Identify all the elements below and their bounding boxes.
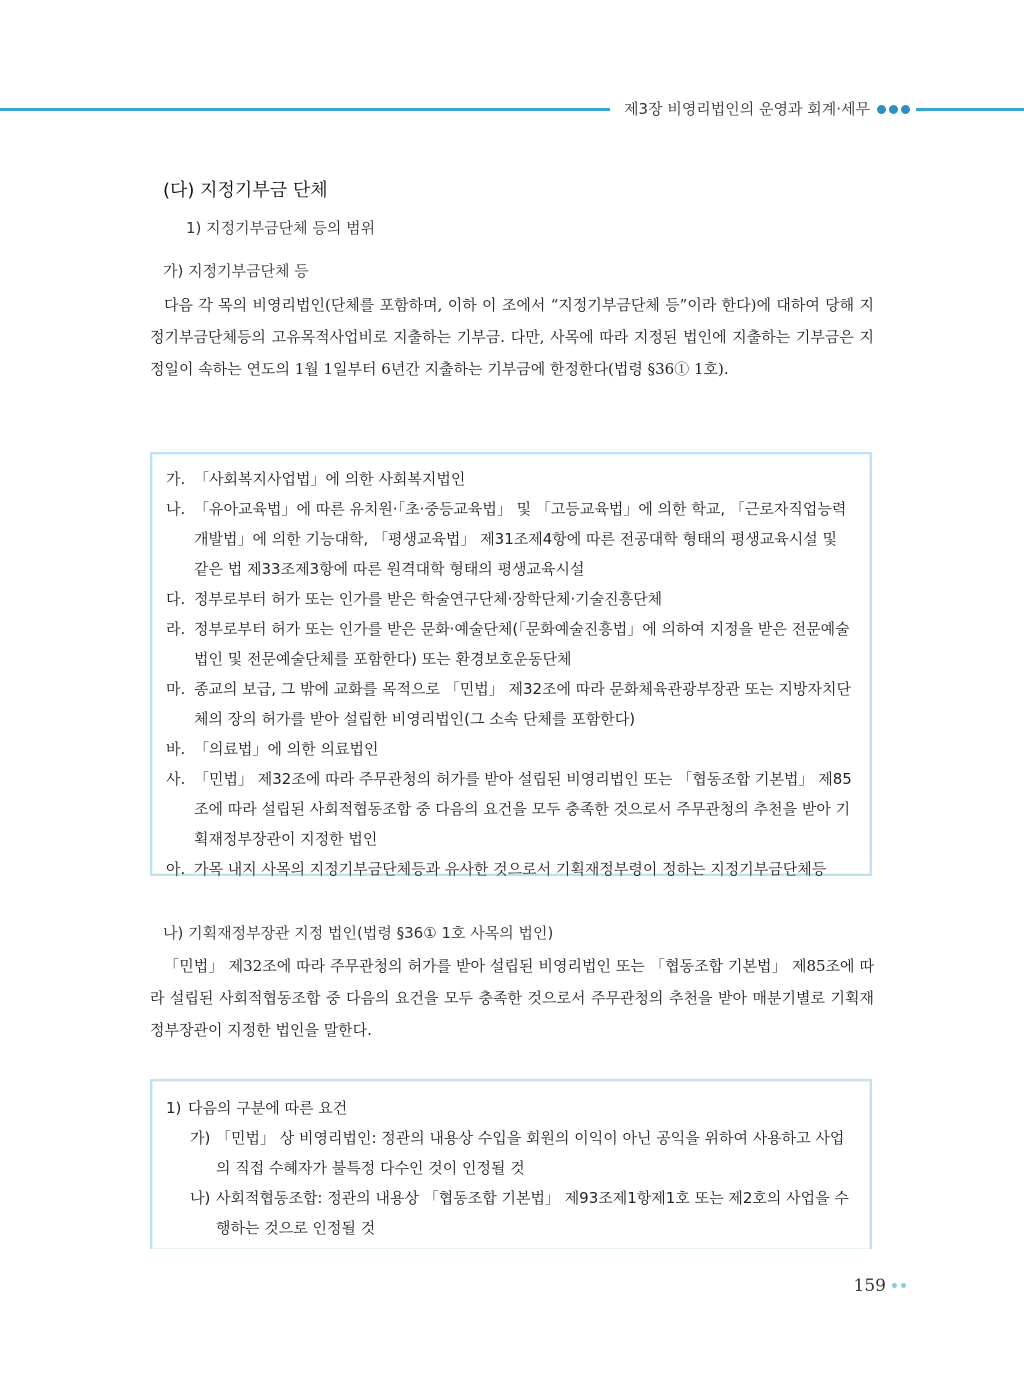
item-marker: 나. bbox=[166, 500, 186, 518]
list-item bbox=[166, 614, 856, 674]
item-marker: 다. bbox=[166, 590, 186, 608]
item-text: 종교의 보급, 그 밖에 교화를 목적으로 「민법」 제32조에 따라 문화체육관광부장관 또는 지방자치단체의 장의 허가를 받아 설립한 비영리법인(그 소속 단체를 포함한다) bbox=[194, 680, 851, 728]
item-text: 사회적협동조합: 정관의 내용상 「협동조합 기본법」 제93조제1항제1호 또는 제2호의 사업을 수행하는 것으로 인정될 것 bbox=[216, 1189, 849, 1237]
list-item bbox=[166, 1093, 856, 1123]
item-marker: 아. bbox=[166, 860, 186, 878]
subheading-minister-designated: 나) 기획재정부장관 지정 법인(법령 §36① 1호 사목의 법인) bbox=[163, 924, 554, 942]
list-item bbox=[166, 1123, 856, 1183]
item-text: 「사회복지사업법」에 의한 사회복지법인 bbox=[194, 470, 466, 488]
header-dots-ornament bbox=[871, 103, 916, 115]
item-text: 정부로부터 허가 또는 인가를 받은 문화·예술단체(「문화예술진흥법」에 의하여 지정을 받은 전문예술법인 및 전문예술단체를 포함한다) 또는 환경보호운동단체 bbox=[194, 620, 850, 668]
item-marker: 사. bbox=[166, 770, 186, 788]
body-paragraph-1: 다음 각 목의 비영리법인(단체를 포함하며, 이하 이 조에서 “지정기부금단체 등”이라 한다)에 대하여 당해 지정기부금단체등의 고유목적사업비로 지출하는 기부금. 다만, 사목에 따라 지정된 법인에 지출하는 기부금은 지정일이 속하는 연도의 1월 1일부터 6년간 지출하는 기부금에 한정한다(법령 §36① 1호). bbox=[150, 296, 874, 378]
item-marker: 가. bbox=[166, 470, 186, 488]
item-marker: 나) bbox=[190, 1189, 211, 1207]
list-item bbox=[166, 494, 856, 584]
subheading-range: 1) 지정기부금단체 등의 범위 bbox=[186, 219, 376, 237]
subheading-designated-orgs: 가) 지정기부금단체 등 bbox=[163, 262, 309, 280]
item-text: 「민법」 제32조에 따라 주무관청의 허가를 받아 설립된 비영리법인 또는 「협동조합 기본법」 제85조에 따라 설립된 사회적협동조합 중 다음의 요건을 모두 충족한 것으로서 주무관청의 추천을 받아 기획재정부장관이 지정한 법인 bbox=[194, 770, 852, 848]
list-item bbox=[166, 854, 856, 884]
item-marker: 마. bbox=[166, 680, 186, 698]
item-text: 「유아교육법」에 따른 유치원·「초·중등교육법」 및 「고등교육법」에 의한 학교, 「근로자직업능력 개발법」에 의한 기능대학, 「평생교육법」 제31조제4항에 따른 전공대학 형태의 평생교육시설 및 같은 법 제33조제3항에 따른 원격대학 형태의 평생교육시설 bbox=[194, 500, 847, 578]
statute-box-2 bbox=[150, 1079, 872, 1249]
list-item bbox=[166, 734, 856, 764]
item-text: 정부로부터 허가 또는 인가를 받은 학술연구단체·장학단체·기술진흥단체 bbox=[194, 590, 663, 608]
item-text: 가목 내지 사목의 지정기부금단체등과 유사한 것으로서 기획재정부령이 정하는 지정기부금단체등 bbox=[194, 860, 827, 878]
page-number-dots bbox=[892, 1283, 906, 1288]
section-heading: (다) 지정기부금 단체 bbox=[163, 180, 328, 201]
page-number: 159 bbox=[853, 1276, 886, 1296]
statute-box-1 bbox=[150, 452, 872, 876]
list-item bbox=[166, 674, 856, 734]
item-marker: 바. bbox=[166, 740, 186, 758]
list-item bbox=[166, 464, 856, 494]
list-item bbox=[166, 1183, 856, 1243]
item-marker: 가) bbox=[190, 1129, 211, 1147]
list-item bbox=[166, 764, 856, 854]
item-marker: 라. bbox=[166, 620, 186, 638]
item-text: 「민법」 상 비영리법인: 정관의 내용상 수입을 회원의 이익이 아닌 공익을 위하여 사용하고 사업의 직접 수혜자가 불특정 다수인 것이 인정될 것 bbox=[216, 1129, 845, 1177]
list-item bbox=[166, 584, 856, 614]
chapter-title: 제3장 비영리법인의 운영과 회계·세무 bbox=[610, 100, 884, 118]
item-text: 「의료법」에 의한 의료법인 bbox=[194, 740, 379, 758]
item-marker: 1) bbox=[166, 1099, 182, 1117]
body-paragraph-2: 「민법」 제32조에 따라 주무관청의 허가를 받아 설립된 비영리법인 또는 「협동조합 기본법」 제85조에 따라 설립된 사회적협동조합 중 다음의 요건을 모두 충족한 것으로서 주무관청의 추천을 받아 매분기별로 기획재정부장관이 지정한 법인을 말한다. bbox=[150, 957, 874, 1039]
item-text: 다음의 구분에 따른 요건 bbox=[188, 1099, 348, 1117]
